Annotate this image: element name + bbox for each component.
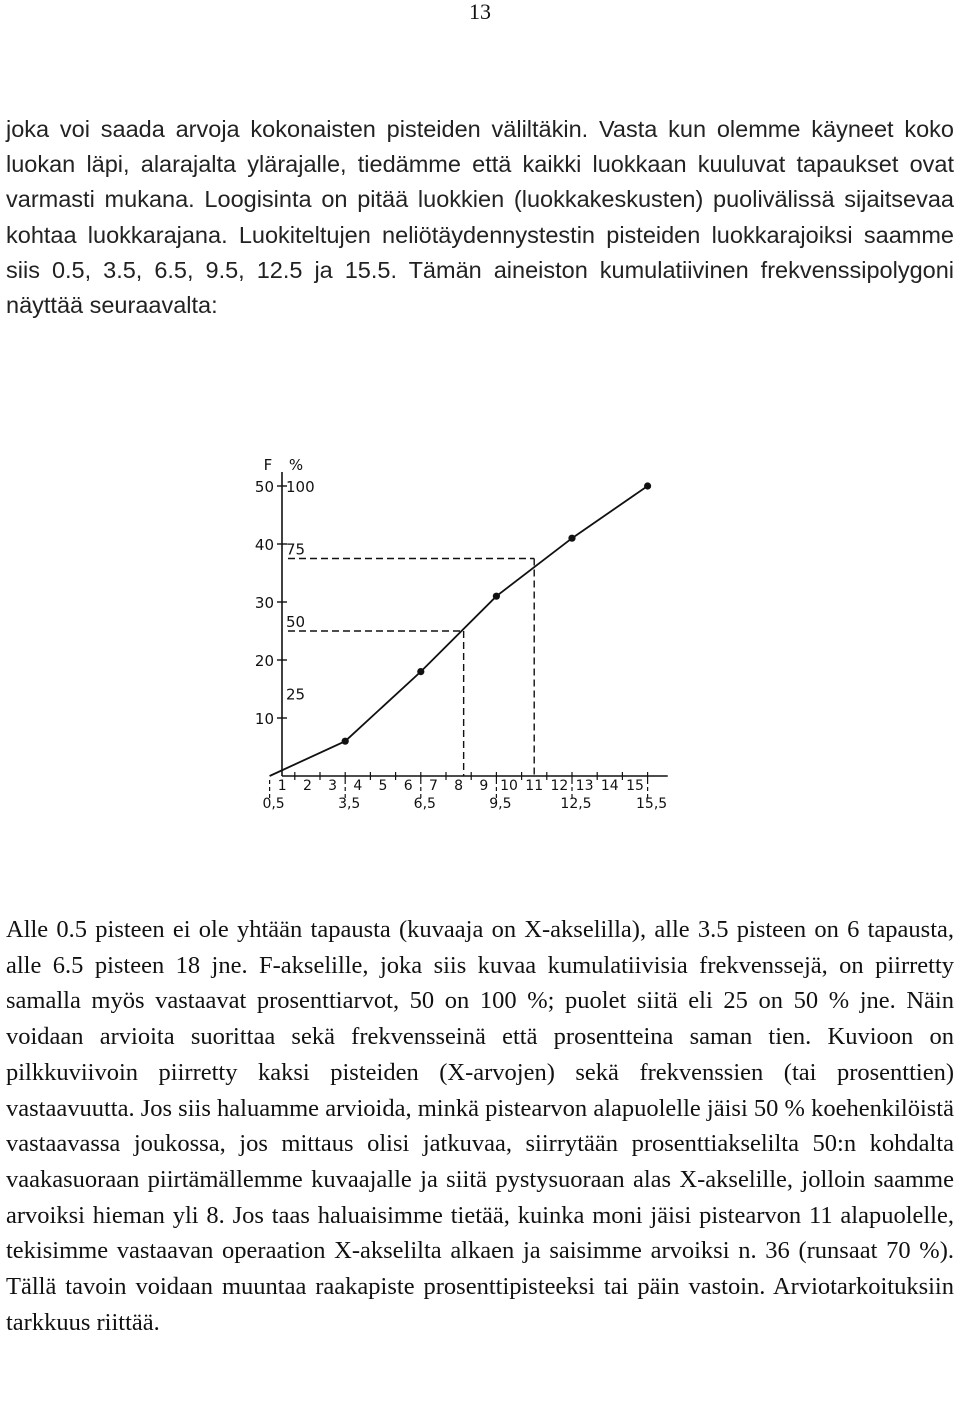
x-tick-label: 9 bbox=[479, 778, 489, 794]
y2-tick-label: 25 bbox=[286, 685, 306, 704]
x-boundary-label: 15,5 bbox=[636, 796, 668, 812]
data-point bbox=[644, 482, 651, 489]
x-boundary-label: 3,5 bbox=[338, 796, 361, 812]
data-point bbox=[417, 668, 424, 675]
y-axis-title-percent: % bbox=[288, 456, 304, 474]
data-point bbox=[342, 738, 349, 745]
x-tick-label: 5 bbox=[378, 778, 388, 794]
y2-tick-label: 100 bbox=[286, 478, 315, 496]
x-boundary-label: 12,5 bbox=[560, 796, 592, 812]
chart-canvas bbox=[220, 440, 740, 840]
x-tick-label: 2 bbox=[302, 778, 312, 794]
y-tick-label: 50 bbox=[254, 478, 274, 496]
x-tick-label: 13 bbox=[575, 778, 594, 794]
x-tick-label: 15 bbox=[626, 778, 644, 794]
cumulative-frequency-polygon-chart bbox=[220, 440, 740, 840]
data-point bbox=[568, 535, 575, 542]
x-tick-label: 6 bbox=[403, 778, 413, 794]
x-tick-label: 4 bbox=[353, 778, 363, 794]
page-number: 13 bbox=[469, 0, 491, 24]
x-tick-label: 7 bbox=[428, 778, 438, 794]
x-tick-label: 1 bbox=[277, 778, 287, 794]
x-tick-label: 11 bbox=[525, 778, 544, 794]
paragraph-intro: joka voi saada arvoja kokonaisten pisteiden väliltäkin. Vasta kun olemme käyneet koko luokan läpi, alarajalta ylärajalle, tiedämme että kaikki luokkaan kuuluvat tapaukset ovat varmasti mukana. Loogisinta on pitää luokkien (luokkakeskusten) puolivälissä sijaitsevaa kohtaa luokkarajana. Luokiteltujen neliötäydennystestin pisteiden luokkarajoiksi saamme siis 0.5, 3.5, 6.5, 9.5, 12.5 ja 15.5. Tämän aineiston kumulatiivinen frekvenssipolygoni näyttää seuraavalta: bbox=[6, 116, 954, 319]
y-tick-label: 30 bbox=[254, 594, 274, 612]
y2-tick-label: 50 bbox=[286, 613, 306, 631]
x-tick-label: 10 bbox=[500, 778, 518, 794]
y2-tick-label: 75 bbox=[286, 540, 306, 559]
x-tick-label: 3 bbox=[328, 778, 338, 794]
paragraph-explanation: Alle 0.5 pisteen ei ole yhtään tapausta (kuvaaja on X-akselilla), alle 3.5 pisteen on 6 tapausta, alle 6.5 pisteen 18 jne. F-akselille, joka siis kuvaa kumulatiivisia frekvenssejä, on piirretty samalla myös vastaavat prosenttiarvot, 50 on 100 %; puolet siitä eli 25 on 50 % jne. Näin voidaan arvioita suorittaa sekä frekvensseinä että prosentteina saman tien. Kuvioon on pilkkuviivoin piirretty kaksi pisteiden (X-arvojen) sekä frekvenssien (tai prosenttien) vastaavuutta. Jos siis haluamme arvioida, minkä pistearvon alapuolelle jäisi 50 % koehenkilöistä vastaavassa joukossa, jos mittaus olisi jatkuvaa, siirrytään prosenttiakselilta 50:n kohdalta vaakasuoraan piirtämällemme kuvaajalle ja siitä pystysuoraan alas X-akselille, jolloin saamme arvoiksi hieman yli 8. Jos taas haluaisimme tietää, kuinka moni jäisi pistearvon 11 alapuolelle, tekisimme vastaavan operaation X-akselilta alkaen ja saisimme arvoiksi n. 36 (runsaat 70 %). Tällä tavoin voidaan muuntaa raakapiste prosenttipisteeksi tai päin vastoin. Arviotarkoituksiin tarkkuus riittää. bbox=[6, 916, 954, 1336]
x-boundary-label: 9,5 bbox=[489, 796, 512, 812]
y-tick-label: 40 bbox=[254, 536, 274, 554]
y-tick-label: 10 bbox=[254, 710, 274, 728]
y-tick-label: 20 bbox=[254, 652, 274, 670]
x-tick-label: 8 bbox=[454, 778, 464, 794]
y-axis-title-f: F bbox=[263, 456, 273, 474]
x-tick-label: 14 bbox=[600, 778, 619, 794]
data-point bbox=[493, 593, 500, 600]
x-boundary-label: 6,5 bbox=[413, 796, 436, 812]
x-tick-label: 12 bbox=[550, 778, 569, 794]
x-boundary-label: 0,5 bbox=[262, 796, 285, 812]
